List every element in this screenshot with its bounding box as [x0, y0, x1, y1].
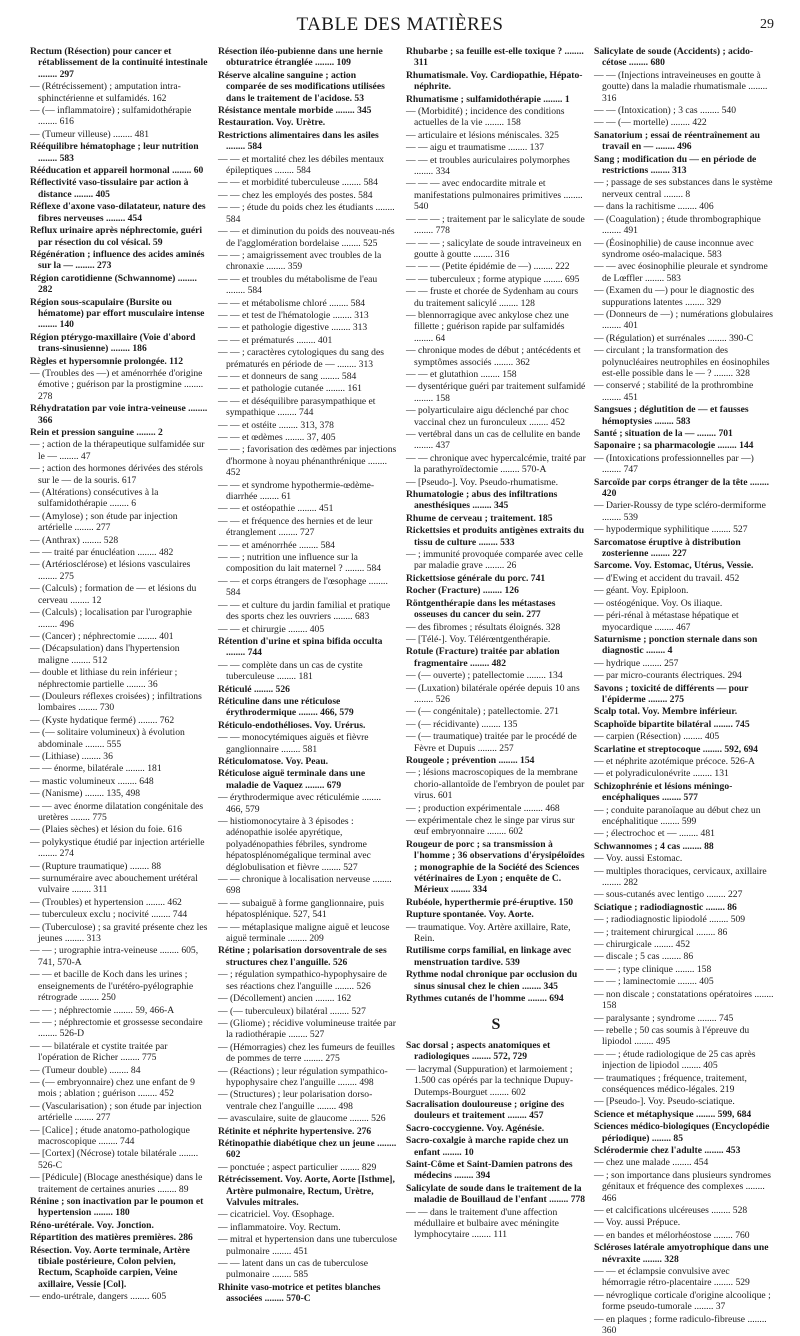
index-entry: — hydrique ........ 257 [594, 657, 679, 669]
index-entry: Rhumatologie ; abus des infiltrations anesthésiques ........ 345 [406, 489, 558, 512]
index-entry: — — ; nutrition une influence sur la composition du lait maternel ? ........ 584 [218, 552, 382, 575]
index-entry: — (Réactions) ; leur régulation sympathico-hypophysaire chez l'anguille ........ 498 [218, 1065, 388, 1088]
index-entry: — chez une malade ........ 454 [594, 1157, 709, 1169]
index-entry: — (— ouverte) ; patellectomie ........ 134 [406, 670, 563, 682]
index-entry: — ; radiodiagnostic lipiodolé ........ 509 [594, 914, 746, 926]
index-entry: Réticulose aiguë terminale dans une maladie de Vaquez ........ 679 [218, 768, 366, 791]
index-entry: — — ; étude du poids chez les étudiants ........ 584 [218, 202, 395, 225]
index-entry: — érythrodermique avec réticulémie ........ 466, 579 [218, 792, 382, 815]
index-entry: — — latent dans un cas de tuberculose pulmonaire ........ 585 [218, 1258, 368, 1281]
index-entry: — (Vascularisation) ; son étude par injection artérielle ........ 277 [30, 1100, 202, 1124]
index-entry: — — et déséquilibre parasympathique et sympathique ........ 744 [218, 395, 376, 419]
index-entry: — — monocytémiques aiguës et fièvre ganglionnaire ........ 581 [218, 732, 369, 755]
page-title: TABLE DES MATIÈRES [296, 14, 504, 35]
index-entry: — ; action de la thérapeutique sulfamidée sur le — ........ 47 [30, 439, 205, 462]
index-entry: — surnuméraire avec abouchement urétéral vulvaire ........ 311 [30, 873, 198, 896]
index-entry: Sciatique ; radiodiagnostic ........ 86 [594, 901, 737, 913]
index-entry: — non discale ; constatations opératoires ........ 158 [594, 988, 774, 1012]
index-entry: — — et pathologie digestive ........ 313 [218, 322, 368, 334]
index-entry: — — bilatérale et cystite traitée par l'opération de Richer ........ 775 [30, 1040, 168, 1064]
index-entry: — (Rupture traumatique) ........ 88 [30, 860, 162, 872]
index-entry: — (Cancer) ; néphrectomie ........ 401 [30, 630, 174, 642]
index-entry: Résection. Voy. Aorte terminale, Artère tibiale postérieure, Colon pelvien, Rectum, Scaphoïde carpien, Veine axillaire, Vessie [Col]. [30, 1244, 190, 1290]
index-entry: Restauration. Voy. Urètre. [218, 117, 326, 129]
index-entry: — ; conduite paranoïaque au début chez un encéphalitique ........ 599 [594, 804, 761, 827]
index-entry: — (Décollement) ancien ........ 162 [218, 993, 352, 1005]
index-entry: — — subaiguë à forme ganglionnaire, puis hépatosplénique. 527, 541 [218, 897, 384, 921]
index-entry: — ; immunité provoquée comparée avec celle par maladie grave ........ 26 [406, 549, 583, 572]
index-entry: — (Troubles des —) et aménorrhée d'origine émotive ; guérison par la prostigmine ........ 278 [30, 367, 204, 402]
index-entry: — mastic volumineux ........ 648 [30, 775, 154, 787]
index-entry: Salicylate de soude dans le traitement de la maladie de Bouillaud de l'enfant ........ 778 [406, 1182, 586, 1206]
index-entry: — — et éclampsie convulsive avec hémorragie rétro-placentaire ........ 529 [594, 1266, 750, 1289]
index-entry: — (Calculs) ; formation de — et lésions du cerveau ........ 12 [30, 583, 197, 606]
index-entry: — — et œdèmes ........ 37, 405 [218, 432, 336, 443]
index-entry: — des fibromes ; résultats éloignés. 328 [406, 621, 561, 633]
index-entry: Rythme nodal chronique par occlusion du sinus sinusal chez le chien ........ 345 [406, 969, 578, 992]
index-column-4 [594, 46, 774, 1336]
index-entry: — — complète dans un cas de cystite tuberculeuse ........ 181 [218, 659, 363, 683]
index-entry: — (— inflammatoire) ; sulfamidothérapie ........ 616 [30, 105, 192, 128]
index-entry: — double et lithiase du rein inférieur ; néphrectomie partielle ........ 36 [30, 667, 178, 690]
index-entry: — — fruste et chorée de Sydenham au cours du traitement salicylé ........ 128 [406, 286, 579, 309]
index-entry: Rubéole, hyperthermie pré-éruptive. 150 [406, 896, 574, 908]
index-entry: — — avec éosinophilie pleurale et syndrome de Lœffler ........ 583 [594, 261, 768, 284]
index-entry: Sangsues ; déglutition de — et fausses hémoptysies ........ 583 [594, 404, 749, 427]
index-entry: — — dans le traitement d'une affection médullaire et bulbaire avec méningite lymphocytaire ........ 111 [406, 1206, 559, 1241]
index-entry: — — ; favorisation des œdèmes par injections d'hormone à noyau phénanthrénique ........ 452 [218, 444, 397, 479]
index-entry: Réticuline dans une réticulose érythrodermique ........ 466, 579 [218, 695, 354, 719]
index-entry: — par micro-courants électriques. 294 [594, 670, 742, 682]
index-entry: — expérimentale chez le singe par virus sur œuf embryonnaire ........ 602 [406, 815, 575, 838]
index-entry: — ; lésions macroscopiques de la membrane chorio-allantoïde de l'embryon de poulet par virus. 601 [406, 767, 585, 802]
index-entry: — hypodermique syphilitique ........ 527 [594, 524, 748, 536]
index-entry: — — et glutathion ........ 158 [406, 368, 517, 380]
index-entry: — (Décapsulation) dans l'hypertension maligne ........ 512 [30, 643, 180, 666]
index-entry: Salicylate de soude (Accidents) ; acido-cétose ........ 680 [594, 46, 754, 69]
index-entry: — — aigu et traumatisme ........ 137 [406, 142, 545, 154]
index-entry: — ; électrochoc et — ........ 481 [594, 828, 715, 840]
index-entry: Rocher (Fracture) ........ 126 [406, 585, 519, 597]
index-entry: — (Intoxications professionnelles par —) ........ 747 [594, 452, 754, 476]
page-header [0, 0, 800, 44]
index-entry: Sanatorium ; essai de réentraînement au travail en — ........ 496 [594, 129, 761, 153]
index-entry: — (Troubles) et hypertension ........ 462 [30, 896, 182, 908]
index-entry: Sac dorsal ; aspects anatomiques et radiologiques ........ 572, 729 [406, 1039, 551, 1063]
index-entry: — [Cortex] (Nécrose) totale bilatérale ........ 526-C [30, 1148, 199, 1171]
index-column-2 [218, 46, 398, 1305]
index-entry: — — et troubles du métabolisme de l'eau ........ 584 [218, 273, 378, 297]
index-entry: — (Anthrax) ........ 528 [30, 534, 119, 546]
index-entry: — traumatiques ; fréquence, traitement, conséquences médico-légales. 219 [594, 1072, 747, 1095]
index-entry: Rétine ; polarisation dorsoventrale de ses structures chez l'anguille. 526 [218, 945, 387, 968]
index-entry: Rééquilibre hématophage ; leur nutrition ........ 583 [30, 141, 199, 164]
index-entry: — Darier-Roussy de type scléro-dermiforme ........ 539 [594, 500, 766, 523]
index-entry: Sacro-coxalgie à marche rapide chez un enfant ........ 10 [406, 1135, 569, 1158]
index-entry: Réno-urétérale. Voy. Jonction. [30, 1219, 154, 1231]
index-entry: Saint-Côme et Saint-Damien patrons des médecins ........ 394 [406, 1158, 573, 1182]
index-entry: Reflux urinaire après néphrectomie, guéri par résection du col vésical. 59 [30, 225, 203, 248]
index-entry: — — et métabolisme chloré ........ 584 [218, 297, 366, 309]
index-entry: Réflectivité vaso-tissulaire par action à distance ........ 405 [30, 177, 189, 200]
index-entry: — — chronique à localisation nerveuse ........ 698 [218, 874, 392, 897]
index-column-1 [30, 46, 210, 1303]
index-entry: Savons ; toxicité de différents — pour l'épiderme ........ 275 [594, 682, 749, 705]
index-entry: Rhumatisme ; sulfamidothérapie ........ 1 [406, 93, 570, 105]
index-entry: — chirurgicale ........ 452 [594, 939, 691, 951]
index-entry: Région ptérygo-maxillaire (Voie d'abord trans-sinusienne) ........ 186 [30, 331, 196, 355]
index-entry: — — ; type clinique ........ 158 [594, 963, 712, 975]
index-entry: — — et bacille de Koch dans les urines ; enseignements de l'urétéro-pyélographie rétrograde ........ 250 [30, 969, 194, 1004]
index-entry: — (Lithiase) ........ 36 [30, 750, 113, 762]
index-entry: — endo-urétrale, dangers ........ 605 [30, 1291, 167, 1303]
index-entry: — — et chirurgie ........ 405 [218, 623, 325, 635]
index-entry: — — et prématurés ........ 401 [218, 334, 333, 346]
index-entry: — — et pathologie cutanée ........ 161 [218, 383, 362, 395]
index-entry: — (— embryonnaire) chez une enfant de 9 mois ; ablation ; guérison ........ 452 [30, 1076, 195, 1100]
index-entry: — — — avec endocardite mitrale et manifestations pulmonaires primitives ........ 540 [406, 178, 583, 213]
index-entry: — — ; laminectomie ........ 405 [594, 976, 714, 988]
index-entry: — dans la rachitisme ........ 406 [594, 201, 714, 213]
index-entry: — — ; étude radiologique de 25 cas après injection de lipiodol ........ 405 [594, 1048, 756, 1072]
index-entry: Résistance mentale morbide ........ 345 [218, 105, 372, 117]
index-entry: Rythmes cutanés de l'homme ........ 694 [406, 993, 564, 1005]
index-entry: — (Kyste hydatique fermé) ........ 762 [30, 714, 175, 726]
index-entry: — (Douleurs réflexes croisées) ; infiltrations lombaires ........ 730 [30, 690, 202, 714]
index-entry: — — et aménorrhée ........ 584 [218, 539, 335, 551]
index-entry: — traumatique. Voy. Artère axillaire, Rate, Rein. [406, 921, 571, 945]
index-entry: — Voy. aussi Estomac. [594, 853, 683, 865]
index-entry: — — traité par énucléation ........ 482 [30, 547, 174, 559]
index-entry: — névroglique corticale d'origine alcoolique ; forme pseudo-tumorale ........ 37 [594, 1289, 771, 1313]
index-entry: — polykystique étudié par injection artérielle ........ 274 [30, 836, 205, 860]
index-entry: — — et troubles auriculaires polymorphes ........ 334 [406, 154, 570, 178]
index-entry: Rotule (Fracture) traitée par ablation fragmentaire ........ 482 [406, 646, 560, 669]
index-entry: Rein et pression sanguine ........ 2 [30, 427, 163, 438]
index-entry: — (Tumeur double) ........ 84 [30, 1064, 141, 1076]
index-entry: — et néphrite azotémique précoce. 526-A [594, 755, 755, 767]
index-entry: — — et corps étrangers de l'œsophage ........ 584 [218, 575, 388, 599]
index-entry: — (Artériosclérose) et lésions vasculaires ........ 275 [30, 559, 191, 582]
index-entry: — (Examen du —) pour le diagnostic des suppurations latentes ........ 329 [594, 285, 755, 308]
index-entry: — cicatriciel. Voy. Œsophage. [218, 1209, 335, 1221]
index-entry: — ostéogénique. Voy. Os iliaque. [594, 597, 723, 609]
index-entry: Rougeole ; prévention ........ 154 [406, 754, 535, 766]
index-entry: Résection iléo-pubienne dans une hernie obturatrice étranglée ........ 109 [218, 46, 383, 69]
index-entry: — — et culture du jardin familial et pratique des sports chez les ouvriers ........ 683 [218, 599, 391, 623]
index-entry: — multiples thoraciques, cervicaux, axillaire ........ 282 [594, 865, 767, 889]
index-entry: Région carotidienne (Schwannome) ........ 282 [30, 272, 197, 296]
index-entry: Röntgenthérapie dans les métastases osseuses du cancer du sein. 277 [406, 597, 556, 621]
index-entry: — (Amylose) ; son étude par injection artérielle ........ 277 [30, 510, 178, 534]
index-entry: — — ; néphrectomie et grossesse secondaire ........ 526-D [30, 1016, 203, 1040]
index-entry: — — avec énorme dilatation congénitale des uretères ........ 775 [30, 800, 204, 823]
index-entry: — carpien (Résection) ........ 405 [594, 731, 720, 743]
index-entry: — et calcifications ulcéreuses ........ 528 [594, 1205, 748, 1216]
index-entry: Rhubarbe ; sa feuille est-elle toxique ? ........ 311 [406, 46, 584, 69]
index-entry: — — et ostéite ........ 313, 378 [218, 419, 334, 431]
section-letter: S [491, 1015, 501, 1033]
index-entry: Rhinite vaso-motrice et petites blanches associées ........ 570-C [218, 1281, 381, 1305]
index-entry: — vertébral dans un cas de cellulite en bande ........ 437 [406, 429, 581, 452]
index-entry: — ; son importance dans plusieurs syndromes génitaux et fréquence des complexes ........ 466 [594, 1169, 771, 1204]
index-entry: — d'Ewing et accident du travail. 452 [594, 572, 740, 584]
index-entry: — blennorragique avec ankylose chez une fillette ; guérison rapide par sulfamidés ........ 64 [406, 309, 569, 344]
index-entry: Rétrécissement. Voy. Aorte, Aorte [Isthme], Artère pulmonaire, Rectum, Urètre, Valvules mitrales. [218, 1174, 395, 1208]
index-entry: Rutilisme corps familial, en linkage avec menstruation tardive. 539 [406, 945, 572, 968]
index-entry: — — et test de l'hématologie ........ 313 [218, 309, 369, 321]
index-entry: — (— traumatique) traitée par le procédé de Fèvre et Dupuis ........ 257 [406, 731, 577, 754]
index-entry: — en bandes et mélorhéostose ........ 760 [594, 1229, 750, 1241]
index-entry: — histiomonocytaire à 3 épisodes : adénopathie isolée apyrétique, polyadénopathies fébriles, syndrome hépatosplénomégalique terminal avec déglobulisation et fièvre ........ 527 [218, 816, 371, 873]
index-entry: — polyarticulaire aigu déclenché par choc vaccinal chez un furonculeux ........ 452 [406, 405, 569, 428]
index-entry: — — ; urographie intra-veineuse ........ 605, 741, 570-A [30, 945, 199, 968]
index-entry: — géant. Voy. Epiploon. [594, 585, 689, 597]
index-entry: — [Pseudo-]. Voy. Pseudo-rhumatisme. [406, 476, 558, 488]
index-entry: Restrictions alimentaires dans les asiles ........ 584 [218, 129, 379, 153]
index-entry: Schizophrénie et lésions méningo-encéphaliques ........ 577 [594, 780, 733, 804]
index-entry: Scalp total. Voy. Membre inférieur. [594, 706, 738, 718]
index-entry: — — ; néphrectomie ........ 59, 466-A [30, 1004, 175, 1016]
index-entry: — — énorme, bilatérale ........ 181 [30, 763, 162, 775]
index-entry: — — (Injections intraveineuses en goutte à goutte) dans la maladie rhumatismale ........ 316 [594, 69, 768, 104]
index-entry: — — et diminution du poids des nouveau-nés de l'agglomération bordelaise ........ 525 [218, 226, 395, 249]
index-entry: — articulaire et lésions méniscales. 325 [406, 129, 559, 141]
index-entry: Sacro-coccygienne. Voy. Agénésie. [406, 1122, 545, 1134]
index-entry: — (— congénitale) ; patellectomie. 271 [406, 706, 559, 718]
index-entry: Région sous-scapulaire (Bursite ou hématome) par effort musculaire intense ........ 140 [30, 296, 205, 331]
index-entry: — tuberculeux exclu ; nocivité ........ 744 [30, 909, 188, 921]
index-column-3 [406, 46, 586, 1241]
index-entry: Saturnisme ; ponction sternale dans son diagnostic ........ 4 [594, 633, 758, 657]
index-entry: — péri-rénal à métastase hépatique et myocardique ........ 467 [594, 610, 739, 633]
index-entry: — [Pseudo-]. Voy. Pseudo-sciatique. [594, 1096, 735, 1108]
index-entry: — — et ostéopathie ........ 451 [218, 503, 334, 515]
index-entry: Saponaire ; sa pharmacologie ........ 144 [594, 440, 754, 452]
index-entry: — ponctuée ; aspect particulier ........ 829 [218, 1161, 377, 1173]
index-entry: Rétinite et néphrite hypertensive. 276 [218, 1125, 372, 1137]
index-entry: — ; traitement chirurgical ........ 86 [594, 926, 728, 938]
index-entry: — — ; caractères cytologiques du sang des prématurés en période de — ........ 313 [218, 347, 384, 370]
index-entry: — (— solitaire volumineux) à évolution abdominale ........ 555 [30, 727, 185, 750]
index-entry: — — et mortalité chez les débiles mentaux épileptiques ........ 584 [218, 153, 384, 177]
index-entry: — (— tuberculeux) bilatéral ........ 527 [218, 1005, 366, 1017]
index-entry: — (Rétrécissement) ; amputation intra-sphinctérienne et sulfamidés. 162 [30, 81, 181, 104]
index-entry: — (Donneurs de —) ; numérations globulaires ........ 401 [594, 308, 774, 332]
index-entry: — (Tuberculose) ; sa gravité présente chez les jeunes ........ 313 [30, 921, 208, 945]
index-entry: — lacrymal (Suppuration) et larmoiement ; 1.500 cas opérés par la technique Dupuy-Dutemps-Bourguet ........ 602 [406, 1063, 574, 1098]
index-entry: Rhume de cerveau ; traitement. 185 [406, 512, 553, 524]
index-entry: Réticulo-endothélioses. Voy. Urérus. [218, 719, 366, 731]
index-entry: — — chronique avec hypercalcémie, traité par la parathyroïdectomie ........ 570-A [406, 452, 586, 476]
index-entry: — (Éosinophilie) de cause inconnue avec syndrome oséo-malacique. 583 [594, 237, 754, 260]
index-entry: — — — ; traitement par le salicylate de soude ........ 778 [406, 213, 585, 237]
index-entry: Schwannomes ; 4 cas ........ 88 [594, 840, 714, 852]
index-entry: — (— récidivante) ........ 135 [406, 718, 518, 730]
index-entry: Rupture spontanée. Voy. Aorte. [406, 909, 534, 921]
index-entry: Règles et hypersomnie prolongée. 112 [30, 355, 184, 367]
index-entry: — (Altérations) consécutives à la sulfamidothérapie ........ 6 [30, 487, 159, 510]
index-entry: Rickettsies et produits antigènes extraits du tissu de culture ........ 533 [406, 525, 585, 548]
index-entry: — — tuberculeux ; forme atypique ........ 695 [406, 273, 580, 285]
index-entry: — — (Intoxication) ; 3 cas ........ 540 [594, 105, 737, 117]
index-entry: Rétinopathie diabétique chez un jeune ........ 602 [218, 1137, 397, 1161]
index-entry: Scléroses latérale amyotrophique dans une névraxite ........ 328 [594, 1242, 769, 1265]
index-entry: Scaphoïde bipartite bilatéral ........ 745 [594, 718, 750, 730]
index-entry: — [Calice] ; étude anatomo-pathologique macroscopique ........ 744 [30, 1124, 190, 1147]
index-entry: — — — (Petite épidémie de —) ........ 222 [406, 261, 570, 273]
index-entry: — — chez les employés des postes. 584 [218, 189, 373, 201]
index-entry: — avasculaire, suite de glaucome ........ 526 [218, 1113, 386, 1125]
index-entry: — en plaques ; forme radiculo-fibreuse ........ 360 [594, 1313, 767, 1336]
index-entry: — paralysante ; syndrome ........ 745 [594, 1012, 734, 1024]
index-entry: Réhydratation par voie intra-veineuse ........ 366 [30, 403, 208, 426]
index-entry: — conservé ; stabilité de la prothrombine ........ 451 [594, 380, 754, 403]
index-entry: — ; passage de ses substances dans le système nerveux central ........ 8 [594, 177, 773, 200]
index-entry: — — métaplasique maligne aiguë et leucose aiguë terminale ........ 209 [218, 921, 390, 945]
index-entry: — Voy. aussi Prépuce. [594, 1217, 681, 1229]
index-entry: — ; action des hormones dérivées des stérols sur le — de la souris. 617 [30, 463, 203, 486]
index-entry: Scarlatine et streptocoque ........ 592, 694 [594, 743, 758, 755]
index-entry: — — et donneurs de sang ........ 584 [218, 370, 357, 382]
index-entry: — (Structures) ; leur polarisation dorso-ventrale chez l'anguille ........ 498 [218, 1089, 373, 1112]
index-entry: — [Pédicule] (Blocage anesthésique) dans le traitement de certaines anuries ........ 89 [30, 1172, 203, 1195]
index-entry: — [Télé-]. Voy. Télérœntgenthérapie. [406, 633, 551, 645]
index-entry: — rebelle ; 50 cas soumis à l'épreuve du lipiodol ........ 495 [594, 1024, 750, 1048]
index-entry: — — (— mortelle) ........ 422 [594, 117, 707, 129]
index-entry: — ; régulation sympathico-hypophysaire de ses réactions chez l'anguille ........ 526 [218, 969, 387, 992]
index-entry: — (Luxation) bilatérale opérée depuis 10 ans ........ 526 [406, 682, 580, 705]
index-entry: — circulant ; la transformation des polynucléaires neutrophiles en éosinophiles est-elle possible dans le — ? ........ 328 [594, 345, 770, 379]
index-entry: Sarcoïde par corps étranger de la tête ........ 420 [594, 476, 770, 500]
index-entry: Répartition des matières premières. 286 [30, 1232, 193, 1244]
index-entry: Rectum (Résection) pour cancer et rétablissement de la continuité intestinale ........ 297 [30, 46, 208, 80]
index-entry: — dysentérique guéri par traitement sulfamidé ........ 158 [406, 381, 586, 404]
index-entry: Rhumatismale. Voy. Cardiopathie, Hépato-néphrite. [406, 69, 583, 93]
index-entry: Sang ; modification du — en période de restrictions ........ 313 [594, 153, 757, 177]
index-entry: Sarcomatose éruptive à distribution zosterienne ........ 227 [594, 536, 741, 560]
index-entry: — — et morbidité tuberculeuse ........ 584 [218, 177, 378, 189]
index-entry: — mitral et hypertension dans une tuberculose pulmonaire ........ 451 [218, 1234, 398, 1257]
index-entry: — ; production expérimentale ........ 468 [406, 802, 560, 814]
index-entry: Santé ; situation de la — ........ 701 [594, 428, 733, 439]
page-number: 29 [760, 17, 774, 32]
index-entry: — sous-cutanés avec lentigo ........ 227 [594, 889, 743, 901]
index-entry: — chronique modes de début ; antécédents et symptômes associés ........ 362 [406, 345, 581, 368]
index-entry: Sciences médico-biologiques (Encyclopédie périodique) ........ 85 [594, 1121, 770, 1144]
index-entry: — (Gliome) ; récidive volumineuse traitée par la radiothérapie ........ 527 [218, 1017, 396, 1041]
index-entry: — (Régulation) et surrénales ........ 390-C [594, 332, 754, 344]
index-entry: — — et fréquence des hernies et de leur étranglement ........ 727 [218, 515, 373, 539]
index-entry: — (Nanisme) ........ 135, 498 [30, 788, 141, 800]
index-entry: Régénération ; influence des acides aminés sur la — ........ 273 [30, 248, 205, 272]
index-entry: — (Tumeur villeuse) ........ 481 [30, 128, 150, 140]
index-entry: — — ; amaigrissement avec troubles de la chronaxie ........ 359 [218, 249, 382, 273]
index-entry: — — — ; salicylate de soude intraveineux en goutte à goutte ........ 316 [406, 237, 582, 260]
index-entry: — — et syndrome hypothermie-œdème-diarrhée ........ 61 [218, 479, 375, 503]
index-entry: Rééducation et appareil hormonal ........ 60 [30, 165, 204, 177]
index-entry: Rickettsiose générale du porc. 741 [406, 572, 546, 584]
index-entry: — (Morbidité) ; incidence des conditions actuelles de la vie ........ 158 [406, 106, 565, 129]
index-entry: — (Plaies sèches) et lésion du foie. 616 [30, 824, 182, 836]
index-entry: Sclérodermie chez l'adulte ........ 453 [594, 1144, 741, 1156]
index-entry: — (Hémorragies) chez les fumeurs de feuilles de pommes de terre ........ 275 [218, 1041, 395, 1065]
index-entry: Rétention d'urine et spina bifida occulta ........ 744 [218, 635, 383, 659]
index-entry: — (Calculs) ; localisation par l'urographie ........ 496 [30, 607, 192, 630]
index-entry: Réticulé ........ 526 [218, 683, 290, 695]
index-entry: Science et métaphysique ........ 599, 684 [594, 1108, 752, 1120]
index-entry: — et polyradiculonévrite ........ 131 [594, 768, 729, 780]
index-entry: Réflexe d'axone vaso-dilatateur, nature des fibres nerveuses ........ 454 [30, 201, 206, 224]
index-entry: Sacralisation douloureuse ; origine des douleurs et traitement ........ 457 [406, 1098, 565, 1122]
index-entry: Réserve alcaline sanguine ; action comparée de ses modifications utilisées dans le traitement de l'acidose. 53 [218, 69, 385, 104]
index-entry: — discale ; 5 cas ........ 86 [594, 951, 694, 963]
index-entry: Sarcome. Voy. Estomac, Utérus, Vessie. [594, 560, 754, 572]
index-entry: — (Coagulation) ; étude thrombographique ........ 491 [594, 213, 761, 237]
index-entry: Réticulomatose. Voy. Peau. [218, 755, 329, 767]
index-entry: Rénine ; son inactivation par le poumon et hypertension ........ 180 [30, 1196, 204, 1219]
index-entry: — inflammatoire. Voy. Rectum. [218, 1221, 341, 1233]
index-entry: Rougeur de porc ; sa transmission à l'homme ; 36 observations d'érysipéloïdes ; monographie de la Société des Sciences vétérinaires de Lyon ; enquête de C. Mérieux ........ 334 [406, 838, 585, 896]
